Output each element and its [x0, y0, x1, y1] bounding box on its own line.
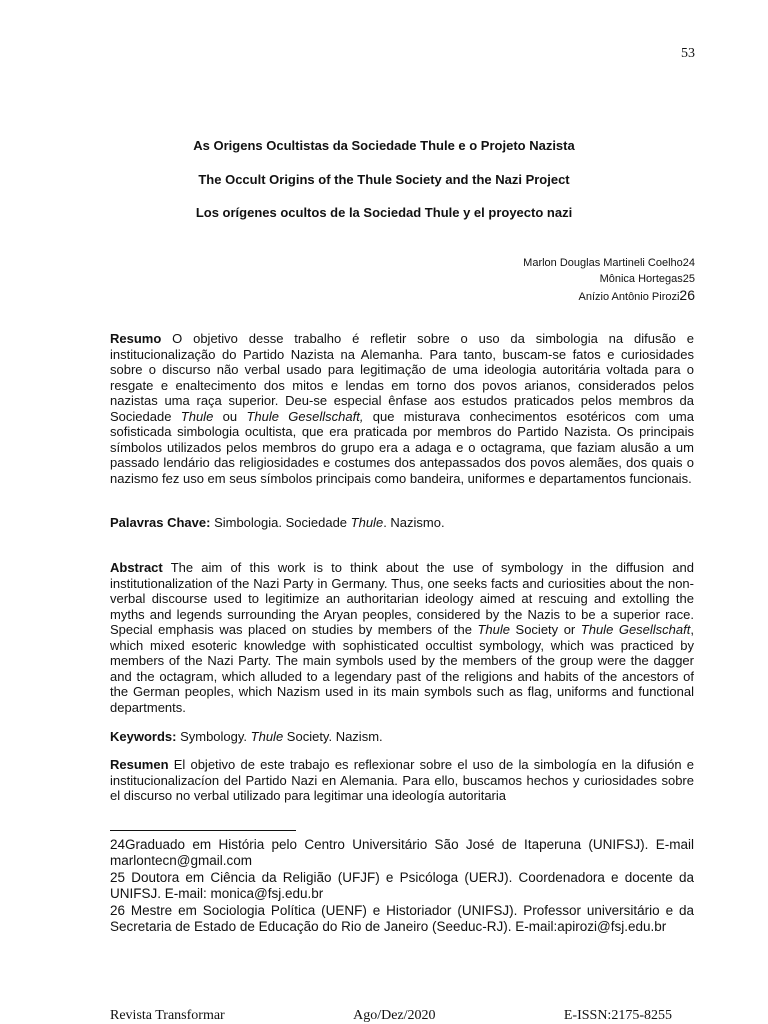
resumen-text: El objetivo de este trabajo es reflexionar sobre el uso de la simbología en la difusión e institucionalizacíon del Partido Nazi en Alemania. Para ello, buscamos hechos y curiosidades sobre el discurso no verbal utilizado para legitimar una ideología autoritaria	[110, 757, 694, 803]
author-list	[523, 255, 695, 305]
abstract-italic: Thule Gesellschaft	[580, 622, 691, 637]
title-spanish: Los orígenes ocultos de la Sociedad Thule y el proyecto nazi	[195, 205, 573, 220]
keywords-text: Society. Nazism.	[283, 729, 383, 744]
footnote-25: 25 Doutora em Ciência da Religião (UFJF) e Psicóloga (UERJ). Coordenadora e docente da UNIFSJ. E-mail: monica@fsj.edu.br	[110, 870, 694, 901]
author-line	[523, 271, 695, 287]
resumo-text: O objetivo desse trabalho é refletir sobre o uso da simbologia na difusão e institucionalização do Partido Nazista na Alemanha. Para tanto, buscam-se fatos e curiosidades sobre o discurso não verbal usado para legitimação de uma ideologia autoritária voltada para o resgate e enaltecimento dos mitos e lendas em torno dos povos arianos, considerados pelos nazistas uma raça superior. Deu-se especial ênfase aos estudos praticados pelos membros da Sociedade	[110, 331, 694, 424]
abstract-paragraph	[110, 560, 694, 715]
resumo-paragraph	[110, 331, 694, 486]
resumo-label: Resumo	[110, 331, 162, 346]
resumo-italic: Thule	[180, 408, 214, 424]
title-portuguese: As Origens Ocultistas da Sociedade Thule e o Projeto Nazista	[193, 138, 575, 153]
palavras-chave	[110, 515, 694, 531]
keywords	[110, 729, 694, 745]
resumo-text: que misturava conhecimentos esotéricos com uma sofisticada simbologia ocultista, que era praticada por membros do Partido Nazista. Os principais símbolos utilizados pelos membros do grupo era a adaga e o octagrama, que faziam alusão a um passado lendário das religiosidades e costumes dos antepassados dos povos alemães, dos quais o nazismo fez uso em seus símbolos principais como bandeira, uniformes e departamentos funcionais.	[110, 408, 694, 486]
footnote-26: 26 Mestre em Sociologia Política (UENF) e Historiador (UNIFSJ). Professor universitário e da Secretaria de Estado de Educação do Rio de Janeiro (Seeduc-RJ). E-mail:apirozi@fsj.edu.br	[110, 903, 694, 934]
keywords-text: Symbology.	[176, 729, 251, 744]
author-name: Anízio Antônio Pirozi	[578, 291, 680, 303]
author-note: 26	[679, 287, 695, 303]
abstract-italic: Thule	[477, 622, 510, 637]
author-note: 24	[682, 257, 695, 269]
author-line	[523, 255, 695, 271]
palavras-text: Simbologia. Sociedade	[210, 515, 351, 530]
footnote-divider	[110, 830, 296, 831]
resumo-text: ou	[213, 408, 247, 424]
palavras-text: . Nazismo.	[383, 515, 445, 530]
resumo-italic: Thule Gesellschaft,	[246, 408, 364, 424]
author-note: 25	[682, 273, 695, 285]
abstract-text: Society or	[510, 622, 581, 637]
footer-date: Ago/Dez/2020	[353, 1008, 436, 1023]
resumen-label: Resumen	[110, 757, 169, 772]
keywords-label: Keywords:	[110, 729, 177, 744]
footer-journal: Revista Transformar	[110, 1008, 225, 1023]
author-name: Marlon Douglas Martineli Coelho	[523, 257, 683, 269]
abstract-text: , which mixed esoteric knowledge with sophisticated occultist symbology, which was practiced by members of the Nazi Party. The main symbols used by the members of the group were the dagger and the octagram, which alluded to a legendary past of the religions and habits of the ancestors of the German peoples, which Nazism used in its main symbols such as flag, uniforms and functional departments.	[110, 622, 694, 715]
footnote-24: 24Graduado em História pelo Centro Universitário São José de Itaperuna (UNIFSJ). E-mail marlontecn@gmail.com	[110, 837, 694, 868]
resumen-paragraph	[110, 757, 694, 807]
author-line	[523, 287, 695, 305]
keywords-italic: Thule	[250, 729, 284, 744]
author-name: Mônica Hortegas	[599, 273, 683, 285]
abstract-text: The aim of this work is to think about the use of symbology in the diffusion and institutionalization of the Nazi Party in Germany. Thus, one seeks facts and curiosities about the non-verbal discourse used to legitimize an authoritarian ideology aimed at rescuing and extolling the myths and legends surrounding the Aryan peoples, considered by the Nazis to be a superior race. Special emphasis was placed on studies by members of the	[110, 560, 694, 637]
footer-issn: E-ISSN:2175-8255	[563, 1008, 672, 1023]
palavras-label: Palavras Chave:	[110, 515, 211, 530]
page-number: 53	[681, 46, 695, 61]
abstract-label: Abstract	[110, 560, 163, 575]
page-footer	[110, 1008, 672, 1024]
title-english: The Occult Origins of the Thule Society and the Nazi Project	[198, 172, 570, 187]
footnotes	[110, 837, 694, 936]
palavras-italic: Thule	[350, 515, 384, 530]
